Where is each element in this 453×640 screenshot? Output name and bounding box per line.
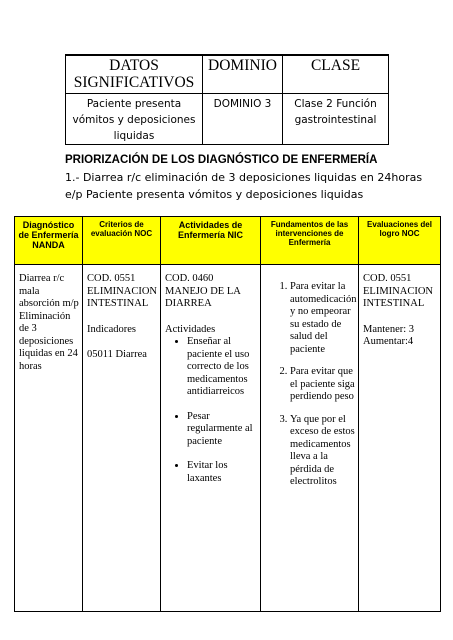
actividades-list — [165, 336, 257, 485]
clase-cell: Clase 2 Función gastrointestinal — [283, 94, 389, 145]
header-diagnostico: Diagnóstico de Enfermería NANDA — [15, 217, 83, 265]
diagnostico-text: Diarrea r/c mala absorción m/p Eliminación de 3 deposiciones liquidas en 24 horas — [19, 273, 79, 372]
fundamento-item: 2. Para evitar que el paciente siga perdiendo peso — [290, 366, 355, 404]
header-criterios: Criterios de evaluación NOC — [83, 217, 161, 265]
header-datos-significativos: DATOS SIGNIFICATIVOS — [66, 55, 203, 94]
actividad-item: • Pesar regularmente al paciente — [187, 411, 257, 449]
evaluacion-mantener: Mantener: 3 — [363, 323, 415, 335]
actividades-cell — [161, 265, 261, 612]
criterios-cell — [83, 265, 161, 612]
header-dominio: DOMINIO — [203, 55, 283, 94]
header-clase: CLASE — [283, 55, 389, 94]
indicadores-label: Indicadores — [87, 323, 136, 335]
diagnostico-cell — [15, 265, 83, 612]
fundamento-item: 1. Para evitar la automedicación y no empeorar su estado de salud del paciente — [290, 281, 355, 356]
header-fundamentos: Fundamentos de las intervenciones de Enfermería — [261, 217, 359, 265]
evaluacion-aumentar: Aumentar:4 — [363, 336, 414, 347]
dominio-cell: DOMINIO 3 — [203, 94, 283, 145]
evaluacion-cod: COD. 0551 ELIMINACION INTESTINAL — [363, 273, 433, 309]
header-evaluaciones: Evaluaciones del logro NOC — [359, 217, 441, 265]
actividades-cod: COD. 0460 MANEJO DE LA DIARREA — [165, 273, 241, 309]
fundamentos-list — [265, 281, 355, 489]
actividades-label: Actividades — [165, 323, 216, 335]
indicador-value: 05011 Diarrea — [87, 349, 147, 360]
diagnosis-line-2: e/p Paciente presenta vómitos y deposiciones liquidas — [65, 188, 364, 201]
fundamentos-cell — [261, 265, 359, 612]
care-plan-table — [14, 216, 441, 612]
actividad-item: • Enseñar al paciente el uso correcto de los medicamentos antidiarreicos — [187, 336, 257, 399]
diagnosis-line-1: 1.- Diarrea r/c eliminación de 3 deposiciones liquidas en 24horas — [65, 171, 423, 184]
fundamento-item: 3. Ya que por el exceso de estos medicamentos lleva a la pérdida de electrolitos — [290, 414, 355, 489]
section-title: PRIORIZACIÓN DE LOS DIAGNÓSTICO DE ENFERMERÍA — [65, 154, 378, 166]
header-actividades: Actividades de Enfermería NIC — [161, 217, 261, 265]
criterios-cod: COD. 0551 ELIMINACION INTESTINAL — [87, 273, 157, 309]
datos-significativos-table — [65, 54, 389, 145]
evaluacion-cell — [359, 265, 441, 612]
actividad-item: • Evitar los laxantes — [187, 460, 257, 485]
datos-significativos-cell: Paciente presenta vómitos y deposiciones liquidas — [66, 94, 203, 145]
